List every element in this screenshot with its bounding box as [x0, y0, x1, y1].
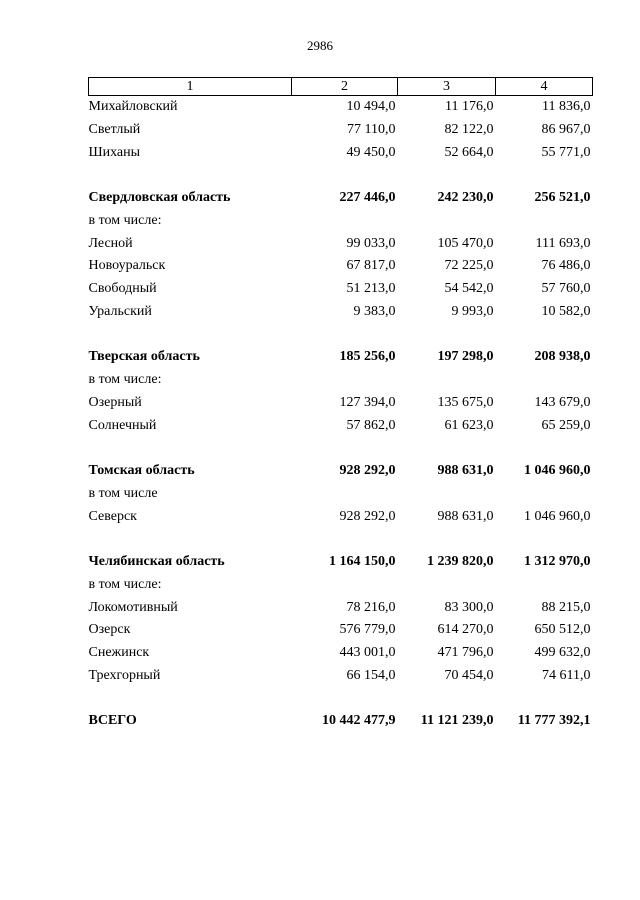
value-col-4: 208 938,0	[534, 349, 591, 365]
value-col-2: 66 154,0	[346, 667, 396, 683]
value-col-3: 72 225,0	[444, 258, 494, 274]
subheading-row	[89, 574, 593, 597]
budget-table-container	[88, 77, 593, 733]
value-col-2: 9 383,0	[353, 303, 396, 319]
spacer-row	[89, 164, 593, 187]
budget-table	[88, 77, 593, 733]
row-label: Шиханы	[88, 144, 141, 160]
value-col-4: 143 679,0	[534, 394, 591, 410]
value-col-4: 650 512,0	[534, 622, 591, 638]
value-col-4	[496, 369, 593, 392]
table-row	[89, 119, 593, 142]
spacer-cell	[89, 688, 593, 711]
value-col-3: 11 121 239,0	[420, 713, 494, 729]
page-number: 2986	[307, 38, 333, 53]
spacer-cell	[89, 164, 593, 187]
row-label: Трехгорный	[88, 667, 161, 683]
value-col-3: 988 631,0	[437, 508, 494, 524]
value-col-3: 70 454,0	[444, 667, 494, 683]
value-col-3: 197 298,0	[437, 349, 494, 365]
value-col-4	[496, 483, 593, 506]
table-row	[89, 415, 593, 438]
spacer-row	[89, 437, 593, 460]
row-label: Михайловский	[88, 99, 178, 114]
table-row	[89, 506, 593, 529]
value-col-4: 88 215,0	[541, 599, 591, 615]
header-row	[89, 78, 593, 96]
value-col-4: 1 046 960,0	[524, 508, 591, 524]
value-col-2	[292, 210, 398, 233]
value-col-3	[398, 210, 496, 233]
spacer-row	[89, 324, 593, 347]
value-col-3: 135 675,0	[437, 394, 494, 410]
value-col-2: 443 001,0	[339, 645, 396, 660]
value-col-3: 83 300,0	[444, 599, 494, 615]
value-col-2: 10 442 477,9	[322, 713, 396, 729]
value-col-2: 49 450,0	[346, 144, 396, 160]
value-col-4: 74 611,0	[542, 667, 591, 683]
value-col-4: 1 312 970,0	[524, 554, 591, 569]
value-col-2	[292, 483, 398, 506]
row-label: Свободный	[88, 281, 157, 296]
spacer-cell	[89, 324, 593, 347]
value-col-3: 11 176,0	[445, 99, 494, 114]
spacer-cell	[89, 528, 593, 551]
value-col-3: 242 230,0	[437, 190, 494, 205]
value-col-4: 55 771,0	[541, 144, 591, 160]
value-col-3: 988 631,0	[437, 463, 494, 478]
row-label: Тверская область	[88, 349, 200, 365]
table-row	[89, 642, 593, 665]
row-label: Томская область	[88, 463, 195, 478]
table-row	[89, 233, 593, 256]
value-col-3: 52 664,0	[444, 144, 494, 160]
value-col-4: 256 521,0	[534, 190, 591, 205]
header-col-3: 3	[398, 78, 496, 96]
subheading-row	[89, 210, 593, 233]
table-row	[89, 142, 593, 165]
value-col-4: 86 967,0	[541, 121, 591, 137]
region-total-row	[89, 460, 593, 483]
value-col-3: 61 623,0	[444, 417, 494, 433]
value-col-3	[398, 574, 496, 597]
value-col-4: 1 046 960,0	[524, 463, 591, 478]
row-label: Челябинская область	[88, 554, 225, 569]
row-label: Лесной	[88, 235, 133, 251]
value-col-4: 11 836,0	[542, 99, 591, 114]
value-col-3: 471 796,0	[437, 645, 494, 660]
table-row	[89, 665, 593, 688]
value-col-3: 105 470,0	[437, 235, 494, 251]
value-col-3: 54 542,0	[444, 281, 494, 296]
value-col-2: 78 216,0	[346, 599, 396, 615]
row-label: Локомотивный	[88, 599, 178, 615]
value-col-4: 111 693,0	[535, 235, 591, 251]
spacer-cell	[89, 437, 593, 460]
value-col-3: 82 122,0	[444, 121, 494, 137]
header-col-2: 2	[292, 78, 398, 96]
region-total-row	[89, 187, 593, 210]
table-row	[89, 392, 593, 415]
row-label: Уральский	[88, 303, 152, 319]
value-col-4: 76 486,0	[541, 258, 591, 274]
value-col-2: 57 862,0	[346, 417, 396, 433]
region-total-row	[89, 710, 593, 733]
value-col-2: 51 213,0	[346, 281, 396, 296]
subheading-row	[89, 483, 593, 506]
value-col-2: 576 779,0	[339, 622, 396, 638]
table-row	[89, 96, 593, 119]
row-label: Снежинск	[88, 645, 150, 660]
header-col-4: 4	[496, 78, 593, 96]
value-col-2	[292, 574, 398, 597]
value-col-4: 10 582,0	[541, 303, 591, 319]
row-label: Новоуральск	[88, 258, 166, 274]
row-label: Северск	[88, 508, 137, 524]
row-label: в том числе:	[88, 212, 162, 228]
table-row	[89, 619, 593, 642]
row-label: в том числе	[88, 485, 158, 501]
value-col-2: 77 110,0	[347, 121, 396, 137]
value-col-4: 11 777 392,1	[517, 713, 591, 729]
row-label: Озерный	[88, 394, 142, 410]
value-col-2: 928 292,0	[339, 508, 396, 524]
table-row	[89, 278, 593, 301]
value-col-2	[292, 369, 398, 392]
value-col-4	[496, 574, 593, 597]
subheading-row	[89, 369, 593, 392]
row-label: ВСЕГО	[88, 713, 137, 729]
value-col-2: 67 817,0	[346, 258, 396, 274]
value-col-2: 99 033,0	[346, 235, 396, 251]
value-col-4	[496, 210, 593, 233]
value-col-2: 127 394,0	[339, 394, 396, 410]
value-col-4: 57 760,0	[541, 281, 591, 296]
table-row	[89, 597, 593, 620]
table-row	[89, 301, 593, 324]
row-label: в том числе:	[88, 576, 162, 592]
table-header	[89, 78, 593, 96]
spacer-row	[89, 688, 593, 711]
row-label: в том числе:	[88, 372, 162, 387]
value-col-2: 1 164 150,0	[329, 554, 396, 569]
row-label: Озерск	[88, 622, 131, 638]
row-label: Солнечный	[88, 417, 157, 433]
value-col-3	[398, 483, 496, 506]
region-total-row	[89, 551, 593, 574]
header-col-1: 1	[89, 78, 292, 96]
value-col-2: 185 256,0	[339, 349, 396, 365]
region-total-row	[89, 346, 593, 369]
value-col-2: 10 494,0	[346, 99, 396, 114]
row-label: Светлый	[88, 121, 141, 137]
value-col-3: 9 993,0	[451, 303, 494, 319]
value-col-3: 1 239 820,0	[427, 554, 494, 569]
value-col-2: 227 446,0	[339, 190, 396, 205]
value-col-2: 928 292,0	[339, 463, 396, 478]
value-col-4: 499 632,0	[534, 645, 591, 660]
value-col-3: 614 270,0	[437, 622, 494, 638]
value-col-3	[398, 369, 496, 392]
table-body	[89, 96, 593, 734]
row-label: Свердловская область	[88, 190, 231, 205]
spacer-row	[89, 528, 593, 551]
value-col-4: 65 259,0	[541, 417, 591, 433]
table-row	[89, 255, 593, 278]
